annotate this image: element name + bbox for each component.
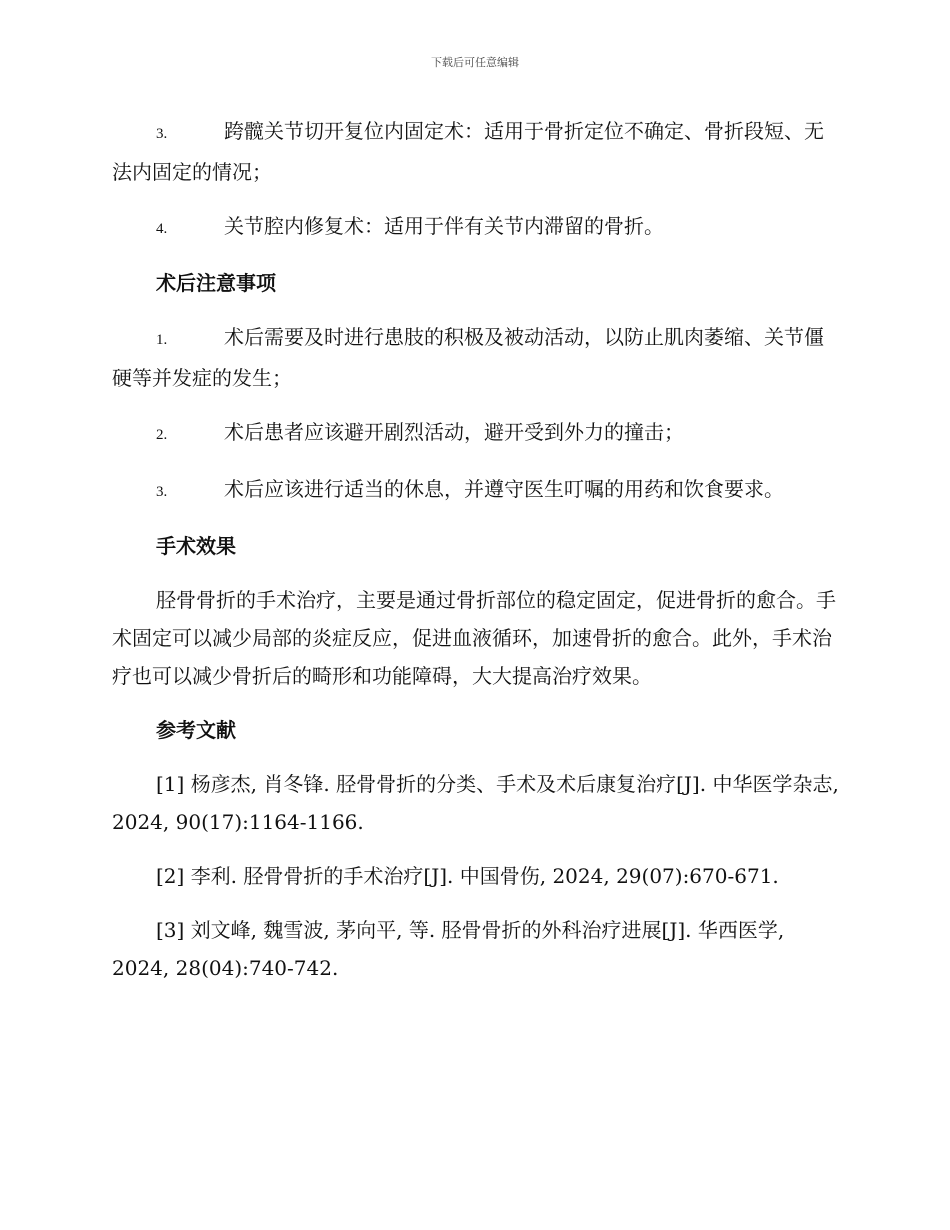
list-number: 4. (156, 221, 168, 237)
section-heading-effect: 手术效果 (156, 534, 236, 558)
reference-item: [1] 杨彦杰, 肖冬锋. 胫骨骨折的分类、手术及术后康复治疗[J]. 中华医学杂志, 2024, 90(17):1164-1166. (112, 772, 839, 834)
list-item (112, 318, 840, 397)
section-heading-postop: 术后注意事项 (156, 271, 276, 295)
list-text: 术后应该进行适当的休息，并遵守医生叮嘱的用药和饮食要求。 (224, 477, 784, 501)
list-text: 术后患者应该避开剧烈活动，避开受到外力的撞击； (224, 420, 684, 444)
page-header: 下载后可任意编辑 (431, 56, 519, 69)
list-text: 术后需要及时进行患肢的积极及被动活动，以防止肌肉萎缩、关节僵硬等并发症的发生； (112, 325, 824, 390)
section-heading-references: 参考文献 (156, 718, 236, 742)
reference-item: [2] 李利. 胫骨骨折的手术治疗[J]. 中国骨伤, 2024, 29(07):670-671. (156, 864, 779, 888)
list-item (112, 112, 840, 191)
list-item (112, 207, 840, 248)
effect-paragraph: 胫骨骨折的手术治疗，主要是通过骨折部位的稳定固定，促进骨折的愈合。手术固定可以减少局部的炎症反应，促进血液循环，加速骨折的愈合。此外，手术治疗也可以减少骨折后的畸形和功能障碍，大大提高治疗效果。 (112, 588, 836, 688)
list-number: 3. (156, 126, 168, 142)
list-item (112, 413, 840, 454)
list-number: 2. (156, 427, 168, 443)
list-text: 关节腔内修复术：适用于伴有关节内滞留的骨折。 (224, 214, 664, 238)
reference-item: [3] 刘文峰, 魏雪波, 茅向平, 等. 胫骨骨折的外科治疗进展[J]. 华西医学, 2024, 28(04):740-742. (112, 918, 785, 980)
list-text: 跨髋关节切开复位内固定术：适用于骨折定位不确定、骨折段短、无法内固定的情况； (112, 119, 824, 184)
list-number: 1. (156, 332, 168, 348)
document-body (112, 112, 840, 1003)
list-item (112, 470, 840, 511)
list-number: 3. (156, 484, 168, 500)
